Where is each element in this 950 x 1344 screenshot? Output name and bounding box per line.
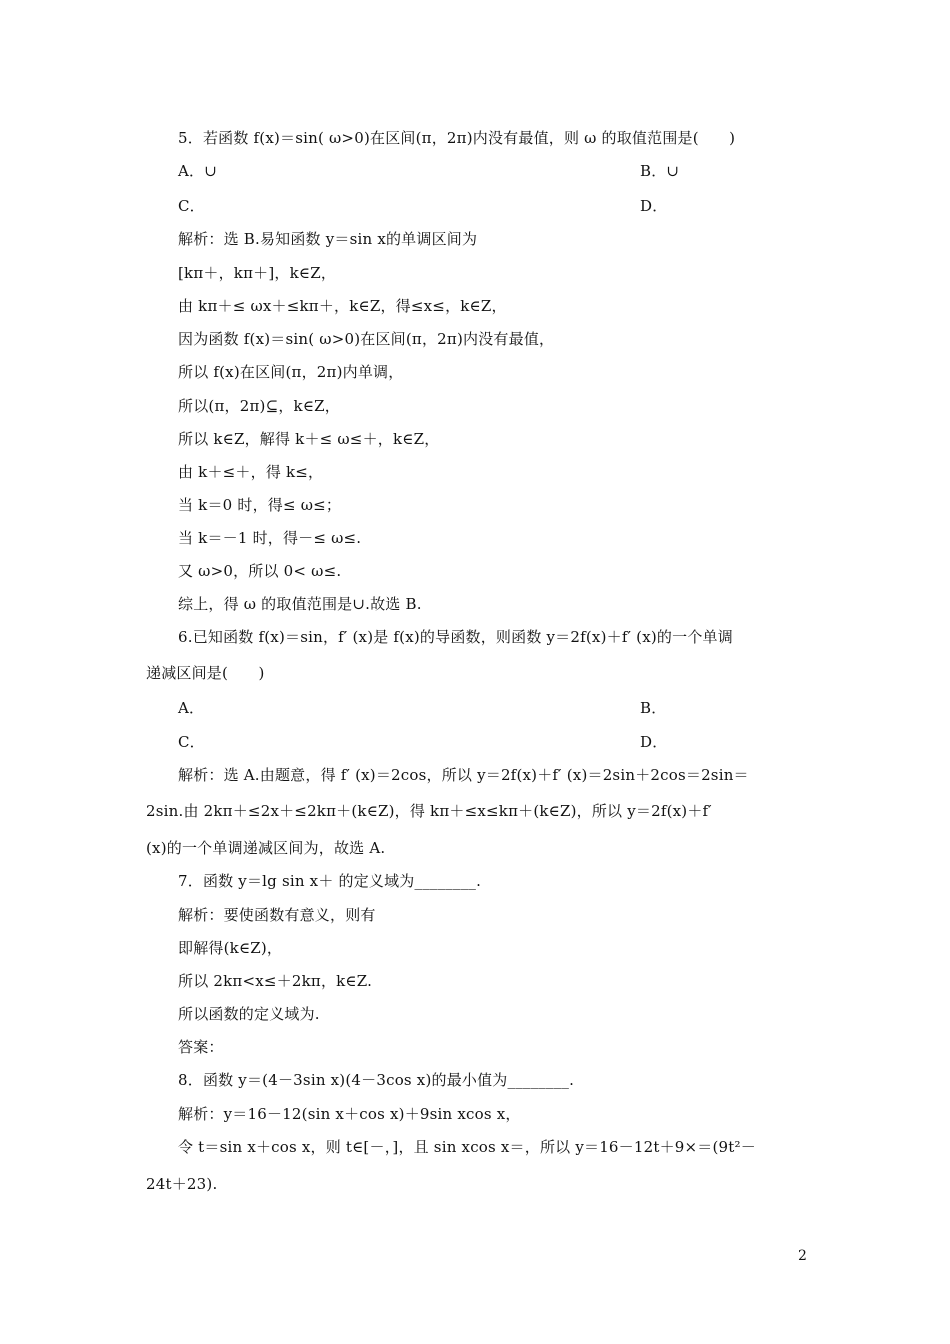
text-line: 即解得(k∈Z)，	[178, 939, 283, 957]
text-line: 24t＋23).	[146, 1175, 218, 1193]
text-line: 当 k＝－1 时，得－≤ ω≤.	[178, 529, 362, 547]
text-line: (x)的一个单调递减区间为，故选 A.	[146, 839, 386, 857]
text-line: 由 kπ＋≤ ωx＋≤kπ＋，k∈Z，得≤x≤，k∈Z，	[178, 297, 507, 315]
text-line: 当 k＝0 时，得≤ ω≤；	[178, 496, 342, 514]
text-line: 所以 k∈Z，解得 k＋≤ ω≤＋，k∈Z，	[178, 430, 440, 448]
text-line: 又 ω>0，所以 0< ω≤.	[178, 562, 342, 580]
page-number: 2	[798, 1248, 807, 1264]
text-line: 解析：要使函数有意义，则有	[178, 906, 376, 924]
text-line: 解析：选 B.易知函数 y＝sin x的单调区间为	[178, 230, 478, 248]
text-line: 所以 f(x)在区间(π，2π)内单调，	[178, 363, 404, 381]
text-line: 2sin.由 2kπ＋≤2x＋≤2kπ＋(k∈Z)，得 kπ＋≤x≤kπ＋(k∈Z)，所以 y＝2f(x)＋f′	[146, 802, 712, 820]
text-line: C．	[178, 197, 205, 215]
text-line: 解析：y＝16－12(sin x＋cos x)＋9sin xcos x，	[178, 1105, 521, 1123]
option-item: D．	[640, 733, 668, 751]
text-line: 因为函数 f(x)＝sin( ω>0)在区间(π，2π)内没有最值，	[178, 330, 555, 348]
option-item: B．	[640, 699, 667, 717]
text-line: 7．函数 y＝lg sin x＋ 的定义域为________.	[178, 872, 482, 890]
text-line: 所以(π，2π)⊆，k∈Z，	[178, 397, 340, 415]
text-line: 6.已知函数 f(x)＝sin，f′ (x)是 f(x)的导函数，则函数 y＝2f(x)＋f′ (x)的一个单调	[178, 628, 733, 646]
text-line: 所以 2kπ<x≤＋2kπ，k∈Z.	[178, 972, 373, 990]
option-item: B．∪	[640, 162, 680, 180]
text-line: 综上，得 ω 的取值范围是∪.故选 B.	[178, 595, 422, 613]
text-line: 解析：选 A.由题意，得 f′ (x)＝2cos，所以 y＝2f(x)＋f′ (x)＝2sin＋2cos＝2sin＝	[178, 766, 749, 784]
text-line: 答案：	[178, 1038, 224, 1056]
text-line: 所以函数的定义域为.	[178, 1005, 320, 1023]
text-line: C．	[178, 733, 205, 751]
text-line: 由 k＋≤＋，得 k≤，	[178, 463, 324, 481]
text-line: [kπ＋，kπ＋]，k∈Z，	[178, 264, 337, 282]
text-line: 5．若函数 f(x)＝sin( ω>0)在区间(π，2π)内没有最值，则 ω 的取值范围是( )	[178, 129, 736, 147]
text-line: 递减区间是( )	[146, 664, 265, 682]
text-line: 令 t＝sin x＋cos x，则 t∈[－，]，且 sin xcos x＝，所以 y＝16－12t＋9×＝(9t²－	[178, 1138, 756, 1156]
text-line: A．∪	[178, 162, 218, 180]
text-line: A．	[178, 699, 205, 717]
text-line: 8．函数 y＝(4－3sin x)(4－3cos x)的最小值为________.	[178, 1071, 575, 1089]
option-item: D．	[640, 197, 668, 215]
